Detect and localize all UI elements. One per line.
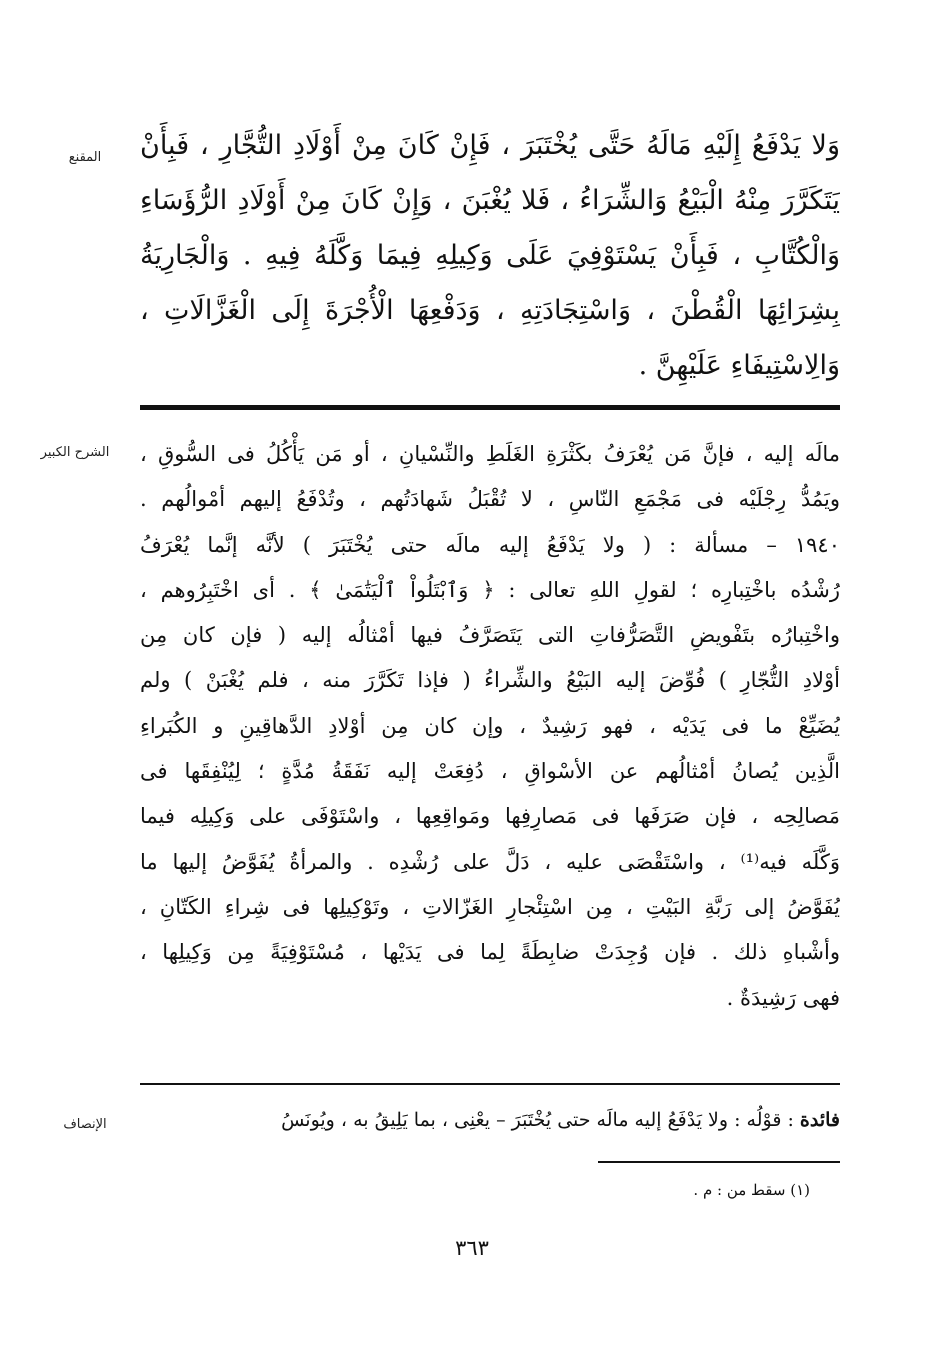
insaf-text	[140, 1105, 840, 1135]
insaf-divider	[140, 1083, 840, 1085]
matn-line: يَتَكَرَّرَ مِنْهُ الْبَيْعُ وَالشِّرَاءُ ، فَلا يُغْبَنَ ، وَإِنْ كَانَ مِنْ أَوْلَادِ الرُّؤَسَاءِ	[140, 185, 840, 216]
sharh-line: أوْلادِ التُّجّارِ ) فُوِّضَ إليه البَيْعُ والشِّراءُ ( فإذا تَكَرَّرَ منه ، فلم يُغْبَنْ ) ولم	[140, 668, 840, 693]
sharh-line: يُضَيِّعْ ما فى يَدَيْه ، فهو رَشِيدٌ ، وإن كان مِن أوْلادِ الدَّهاقِينِ و الكُبَراءِ	[140, 713, 840, 738]
sharh-line: وأشْباهِ ذلك . فإن وُجِدَتْ ضابِطَةً لِما فى يَدَيْها ، مُسْتَوْفِيَةً مِن وَكِيلِها ،	[140, 940, 840, 965]
sharh-line: الَّذِين يُصانُ أمْثالُهم عن الأسْواقِ ، دُفِعَتْ إليه نَفَقَةُ مُدَّةٍ ؛ لِيُنْفِقَها فى	[140, 759, 840, 784]
sharh-text-block	[140, 432, 840, 1021]
matn-line: وَالِاسْتِيفَاءِ عَلَيْهِنَّ .	[638, 350, 840, 381]
sharh-line: مالَه إليه ، فإنَّ مَن يُعْرَفُ بكَثْرَةِ الغَلَطِ والنِّسْيانِ ، أو مَن يَأْكُلُ فى السُّوقِ ،	[140, 442, 840, 466]
margin-label-insaf: الإنصاف	[63, 1117, 107, 1132]
margin-label-muqni: المقنع	[68, 150, 102, 165]
matn-line: وَلا يَدْفَعُ إِلَيْهِ مَالَهُ حَتَّى يُخْتَبَرَ ، فَإِنْ كَانَ مِنْ أَوْلَادِ التُّجَّارِ ، فَبِأَنْ	[140, 130, 840, 161]
sharh-line: واخْتِبارُه بتَفْويضِ التَّصَرُّفاتِ التى يَتَصَرَّفُ فيها أمْثالُه إليه ( فإن كان مِن	[140, 623, 840, 648]
page-number: ٣٦٣	[455, 1236, 489, 1260]
sharh-line: رُشْدُه باخْتِبارِه ؛ لقولِ اللهِ تعالى : ﴿ وَٱبْتَلُواْ ٱلْيَتَٰمَىٰ ﴾ . أى اخْتَبِرُوهم ،	[140, 577, 840, 602]
matn-text-block	[140, 118, 840, 393]
sharh-line: فهى رَشِيدَةٌ .	[726, 985, 840, 1010]
sharh-line: ١٩٤٠ – مسألة : ( ولا يَدْفَعُ إليه مالَه حتى يُخْتَبَرَ ) لأنَّه إنَّما يُعْرَفُ	[140, 532, 840, 557]
sharh-line: وَكَّلَه فيه⁽¹⁾ ، واسْتَقْصَى عليه ، دَلَّ على رُشْدِه . والمرأةُ يُفَوَّضُ إليها ما	[140, 849, 840, 874]
matn-line: بِشِرَائِهَا الْقُطْنَ ، وَاسْتِجَادَتِهِ ، وَدَفْعِهَا الْأُجْرَةَ إِلَى الْغَزَّالَاتِ ،	[140, 295, 840, 326]
sharh-line: ويَمُدُّ رِجْلَيْه فى مَجْمَعِ النّاسِ ، لا تُقْبَلُ شَهادَتُهم ، وتُدْفَعُ إليهم أمْوالُهم .	[140, 487, 840, 512]
insaf-body: : قوْلُه : ولا يَدْفَعُ إليه مالَه حتى يُخْتَبَرَ – يعْنِى ، بما يَلِيقُ به ، ويُونَسُ	[281, 1109, 800, 1131]
sharh-line: مَصالِحِه ، فإن صَرَفَها فى مَصارِفِها ومَواقِعِها ، واسْتَوْفَى على وَكِيلِه فيما	[140, 804, 840, 829]
section-divider	[140, 405, 840, 410]
insaf-lead: فائدة	[799, 1109, 840, 1131]
sharh-line: يُفَوَّضُ إلى رَبَّةِ البَيْتِ ، مِن اسْتِئْجارِ الغَزّالاتِ ، وتَوْكِيلِها فى شِراءِ الكَتّانِ ،	[140, 894, 840, 919]
footnote: (١) سقط من : م .	[693, 1181, 810, 1199]
matn-line: وَالْكُتَّابِ ، فَبِأَنْ يَسْتَوْفِيَ عَلَى وَكِيلِهِ فِيمَا وَكَّلَهُ فِيهِ . وَالْجَارِيَةُ	[140, 240, 840, 271]
footnote-divider	[598, 1161, 840, 1163]
margin-label-sharh: الشرح الكبير	[40, 445, 110, 460]
